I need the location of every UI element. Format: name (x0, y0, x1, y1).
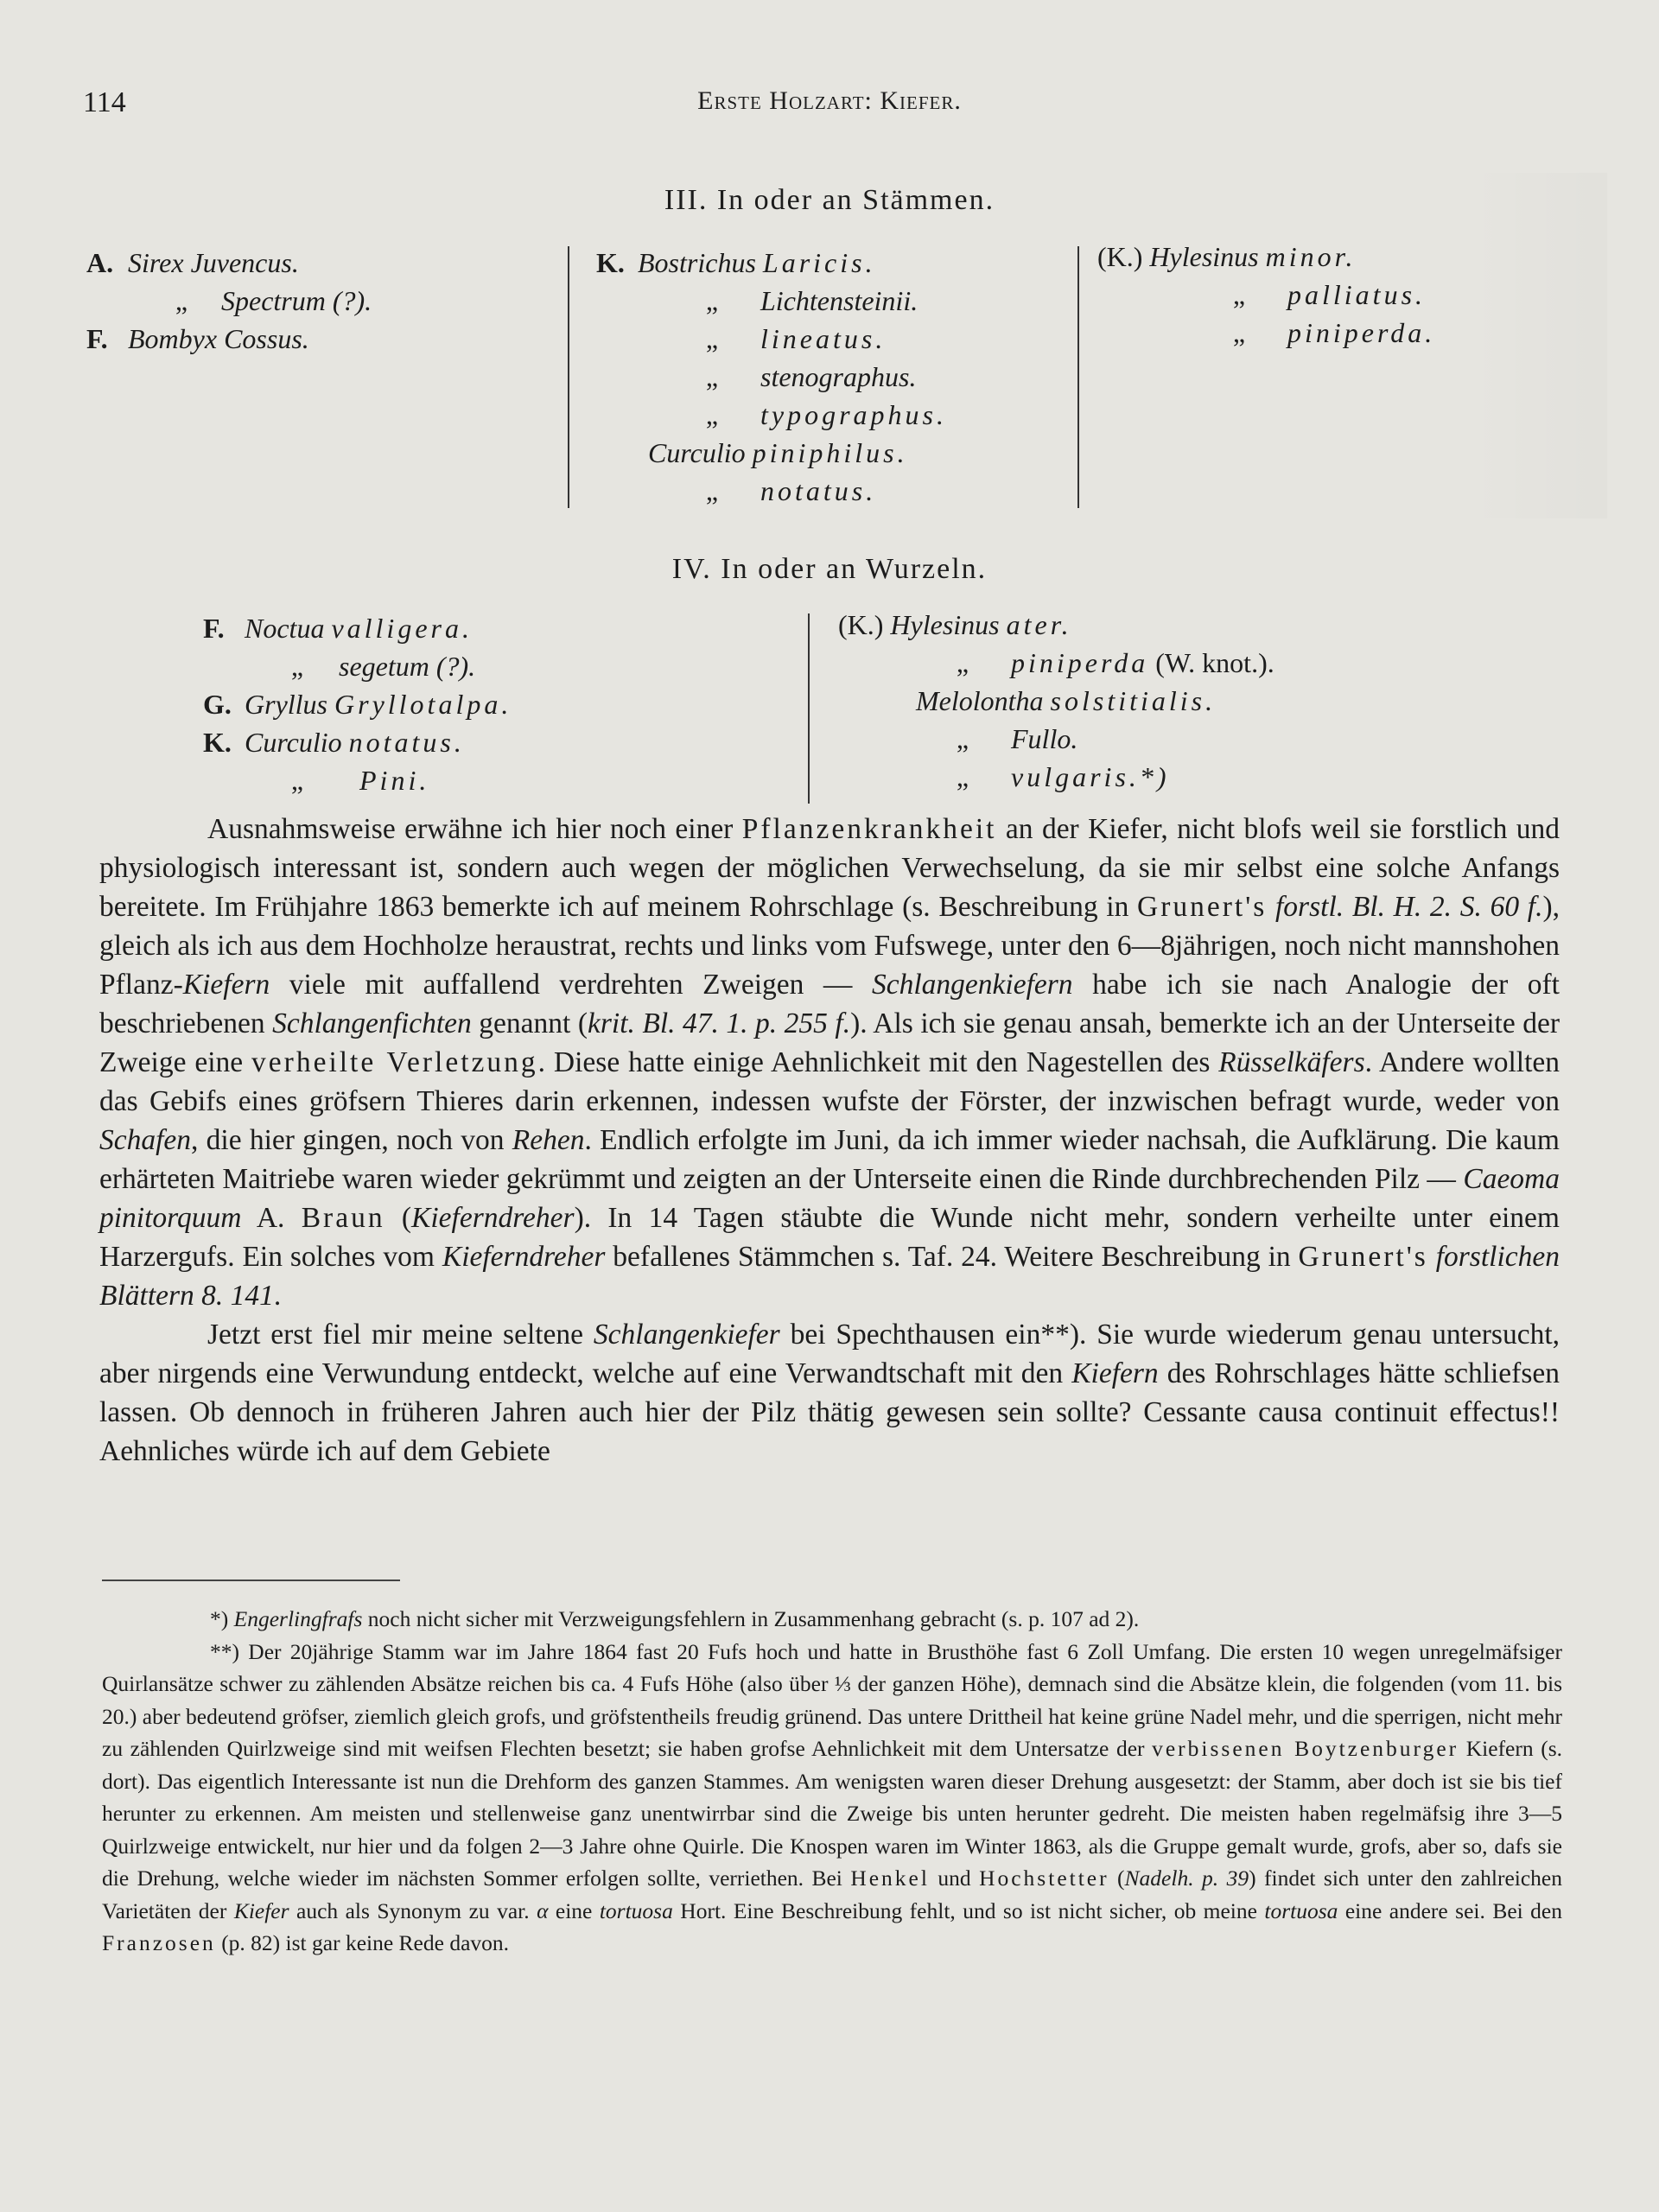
list-item: K. Bostrichus Laricis. (596, 247, 876, 278)
section3-column-1 (86, 244, 372, 358)
list-item: „ lineatus. (705, 323, 887, 354)
list-item: „ segetum (?). (290, 651, 476, 682)
list-item: „ stenographus. (705, 361, 917, 392)
column-divider (808, 613, 810, 804)
paragraph: Ausnahmsweise erwähne ich hier noch einer Pflanzenkrankheit an der Kiefer, nicht blofs weil sie forstlich und physiologisch interessant ist, sondern auch wegen der möglichen Verwechselung, da sie mir selbst eine solche Anfangs bereitete. Im Frühjahre 1863 bemerkte ich auf meinem Rohrschlage (s. Beschreibung in Grunert's forstl. Bl. H. 2. S. 60 f.), gleich als ich aus dem Hochholze heraustrat, rechts und links vom Fufswege, unter den 6—8jährigen, noch nicht mannshohen Pflanz-Kiefern viele mit auffallend verdrehten Zweigen — Schlangenkiefern habe ich sie nach Analogie der oft beschriebenen Schlangenfichten genannt (krit. Bl. 47. 1. p. 255 f.). Als ich sie genau ansah, bemerkte ich an der Unterseite der Zweige eine verheilte Verletzung. Diese hatte einige Aehnlichkeit mit den Nagestellen des Rüsselkäfers. Andere wollten das Gebifs eines gröfsern Thieres darin erkennen, indessen wufste der Förster, der inzwischen befragt wurde, weder von Schafen, die hier gingen, noch von Rehen. Endlich erfolgte im Juni, da ich immer wieder nachsah, die Aufklärung. Die kaum erhärteten Maitriebe waren wieder gekrümmt und zeigten an der Unterseite einen die Rinde durchbrechenden Pilz — Caeoma pinitorquum A. Braun (Kieferndreher). In 14 Tagen stäubte die Wunde nicht mehr, sondern verheilte unter einem Harzergufs. Ein solches vom Kieferndreher befallenes Stämmchen s. Taf. 24. Weitere Beschreibung in Grunert's forstlichen Blättern 8. 141. (99, 813, 1560, 1312)
list-item: F. Bombyx Cossus. (86, 323, 309, 354)
list-item: „ Fullo. (956, 723, 1078, 754)
section3-column-2 (596, 244, 947, 510)
list-item: „ vulgaris.*) (956, 761, 1170, 792)
list-item: „ Pini. (290, 765, 430, 796)
footnote-rule (102, 1580, 400, 1581)
list-item: „ Lichtensteinii. (705, 285, 918, 316)
list-item: Curculio piniphilus. (648, 437, 908, 468)
list-item: „ palliatus. (1232, 279, 1427, 310)
running-title: Erste Holzart: Kiefer. (697, 86, 962, 115)
list-item: Melolontha solstitialis. (916, 685, 1217, 716)
list-item: F. Noctua valligera. (203, 613, 473, 644)
list-item: (K.) Hylesinus ater. (838, 609, 1072, 640)
list-item: „ Spectrum (?). (175, 285, 372, 316)
section3-column-3 (1097, 238, 1435, 352)
section4-column-2 (838, 606, 1274, 796)
page-header (83, 86, 1576, 130)
footnote-1: *) Engerlingfrafs noch nicht sicher mit Verzweigungsfehlern in Zusammenhang gebracht (s. p. 107 ad 2). (210, 1606, 1140, 1631)
column-divider (568, 246, 569, 508)
list-item: A. Sirex Juvencus. (86, 247, 299, 278)
list-item: „ typographus. (705, 399, 947, 430)
list-item: (K.) Hylesinus minor. (1097, 241, 1357, 272)
section-heading-roots: IV. In oder an Wurzeln. (671, 553, 988, 585)
section-heading-stems: III. In oder an Stämmen. (664, 184, 995, 216)
page-number: 114 (83, 86, 126, 118)
list-item: „ piniperda. (1232, 317, 1436, 348)
body-text (99, 810, 1560, 1471)
list-item: G. Gryllus Gryllotalpa. (203, 689, 512, 720)
column-divider (1077, 246, 1079, 508)
paragraph: Jetzt erst fiel mir meine seltene Schlangenkiefer bei Spechthausen ein**). Sie wurde wiederum genau untersucht, aber nirgends eine Verwundung entdeckt, welche auf eine Verwandtschaft mit den Kiefern des Rohrschlages hätte schliefsen lassen. Ob dennoch in früheren Jahren auch hier der Pilz thätig gewesen sein sollte? Cessante causa continuit effectus!! Aehnliches würde ich auf dem Gebiete (99, 1319, 1560, 1467)
bleed-through-shadow (1469, 173, 1607, 518)
footnote-2: **) Der 20jährige Stamm war im Jahre 1864 fast 20 Fufs hoch und hatte in Brusthöhe fast 6 Zoll Umfang. Die ersten 10 wegen unregelmäfsiger Quirlansätze schwer zu zählenden Absätze reichen bis ca. 4 Fufs Höhe (also über ⅓ der ganzen Höhe), demnach sind die Absätze klein, die folgenden (vom 11. bis 20.) aber bedeutend gröfser, ziemlich gleich grofs, und gröfstentheils freudig grünend. Das untere Drittheil hat keine grüne Nadel mehr, und die sperrigen, nicht mehr zu zählenden Quirlzweige sind mit weifsen Flechten besetzt; sie haben grofse Aehnlichkeit mit dem Untersatze der verbissenen Boytzenburger Kiefern (s. dort). Das eigentlich Interessante ist nun die Drehform des ganzen Stammes. Am wenigsten waren dieser Drehung ausgesetzt: der Stamm, aber doch ist sie bis tief herunter zu erkennen. Am meisten und stellenweise ganz unentwirrbar sind die Zweige bis unten herunter gedreht. Die meisten haben regelmäfsig ihre 3—5 Quirlzweige entwickelt, nur hier und da folgen 2—3 Jahre ohne Quirle. Die Knospen waren im Winter 1863, als die Gruppe gemalt wurde, grofs, aber so, dafs sie die Drehung, welche wieder im nächsten Sommer erfolgen sollte, verriethen. Bei Henkel und Hochstetter (Nadelh. p. 39) findet sich unter den zahlreichen Varietäten der Kiefer auch als Synonym zu var. α eine tortuosa Hort. Eine Beschreibung fehlt, und so ist nicht sicher, ob meine tortuosa eine andere sei. Bei den Franzosen (p. 82) ist gar keine Rede davon. (102, 1638, 1562, 1955)
list-item: „ piniperda (W. knot.). (956, 647, 1274, 678)
list-item: K. Curculio notatus. (203, 727, 465, 758)
list-item: „ notatus. (705, 475, 877, 506)
footnotes (102, 1603, 1562, 1960)
section4-column-1 (203, 609, 512, 799)
